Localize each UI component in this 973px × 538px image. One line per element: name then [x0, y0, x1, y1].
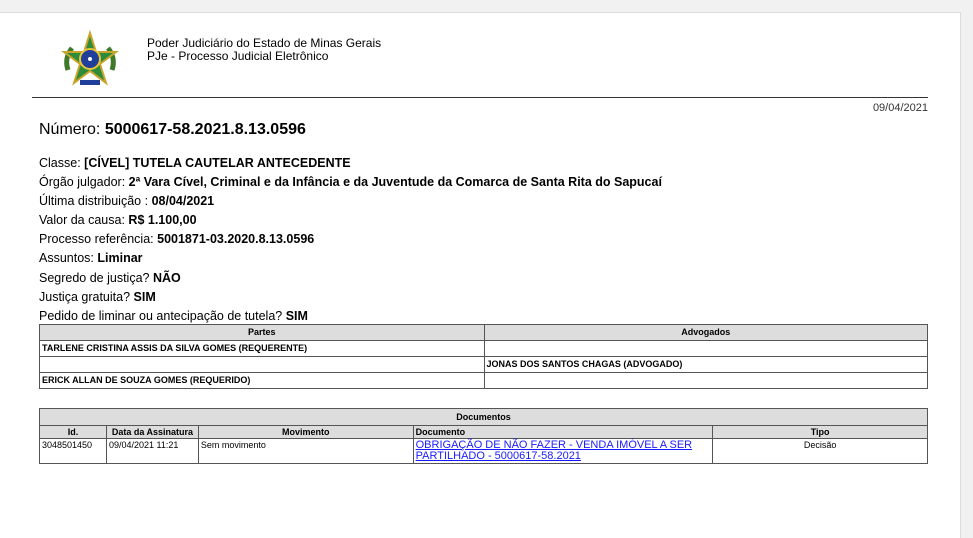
advogado-cell: JONAS DOS SANTOS CHAGAS (ADVOGADO) — [484, 357, 928, 373]
field-classe: Classe: [CÍVEL] TUTELA CAUTELAR ANTECEDENTE — [39, 156, 351, 170]
doc-movimento: Sem movimento — [198, 439, 413, 464]
process-number-value: 5000617-58.2021.8.13.0596 — [104, 121, 306, 138]
doc-data: 09/04/2021 11:21 — [106, 439, 198, 464]
advogado-cell — [484, 373, 928, 389]
col-data-assinatura: Data da Assinatura — [106, 426, 198, 439]
coat-of-arms-icon — [60, 30, 120, 90]
col-movimento: Movimento — [198, 426, 413, 439]
print-date: 09/04/2021 — [872, 102, 928, 114]
table-row — [40, 341, 928, 357]
field-processo-referencia: Processo referência: 5001871-03.2020.8.13.0596 — [39, 232, 315, 247]
documentos-table — [39, 408, 928, 464]
table-row — [40, 357, 928, 373]
field-orgao-julgador: Órgão julgador: 2ª Vara Cível, Criminal e da Infância e da Juventude da Comarca de Santa Rita do Sapucaí — [39, 175, 662, 190]
col-partes: Partes — [40, 325, 485, 341]
col-tipo: Tipo — [713, 426, 928, 439]
table-row — [40, 373, 928, 389]
field-justica-gratuita: Justiça gratuita? SIM — [39, 289, 156, 304]
process-number-label: Número: — [39, 121, 101, 138]
parte-cell: ERICK ALLAN DE SOUZA GOMES (REQUERIDO) — [40, 373, 485, 389]
header-divider — [32, 97, 928, 98]
doc-tipo: Decisão — [713, 439, 928, 464]
col-id: Id. — [40, 426, 107, 439]
field-valor-causa: Valor da causa: R$ 1.100,00 — [39, 213, 197, 228]
doc-id: 3048501450 — [40, 439, 107, 464]
field-ultima-distribuicao: Última distribuição : 08/04/2021 — [39, 194, 215, 209]
col-documento: Documento — [413, 426, 713, 439]
parte-cell: TARLENE CRISTINA ASSIS DA SILVA GOMES (REQUERENTE) — [40, 341, 485, 357]
parte-cell — [40, 357, 485, 373]
field-segredo-justica: Segredo de justiça? NÃO — [39, 270, 181, 285]
documentos-header-row — [40, 426, 928, 439]
partes-table — [39, 324, 928, 389]
documentos-title: Documentos — [40, 409, 928, 426]
document-link[interactable]: OBRIGAÇÃO DE NÃO FAZER - VENDA IMÓVEL A SER PARTILHADO - 5000617-58.2021 — [415, 439, 693, 462]
court-header — [147, 37, 381, 63]
field-assuntos: Assuntos: Liminar — [39, 251, 143, 266]
partes-header-row — [40, 325, 928, 341]
process-number — [39, 121, 306, 139]
advogado-cell — [484, 341, 928, 357]
field-pedido-liminar: Pedido de liminar ou antecipação de tutela? SIM — [39, 308, 308, 323]
court-name: Poder Judiciário do Estado de Minas Gerais — [147, 36, 382, 50]
table-row — [40, 439, 928, 464]
col-advogados: Advogados — [484, 325, 928, 341]
document-page — [0, 12, 961, 538]
process-fields — [39, 154, 662, 326]
doc-documento-cell — [413, 439, 713, 464]
system-name: PJe - Processo Judicial Eletrônico — [147, 49, 329, 63]
documentos-title-row — [40, 409, 928, 426]
